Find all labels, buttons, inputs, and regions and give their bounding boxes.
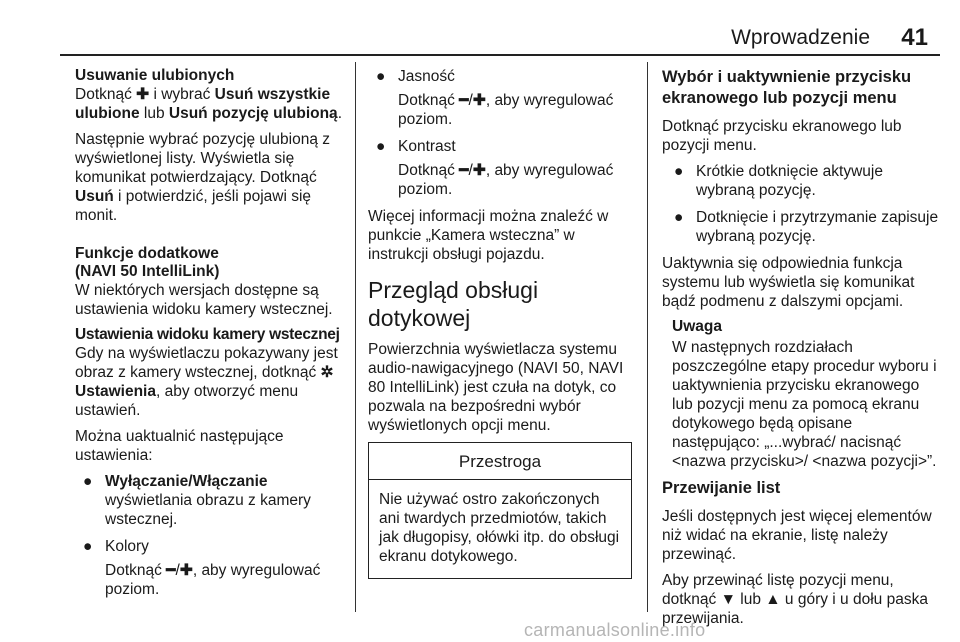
selection-heading: Wybór i uaktywnienie przycisku ekranowego lub pozycji menu <box>662 68 912 107</box>
camera-paragraph: Gdy na wyświetlaczu pokazywany jest obraz z kamery wstecznej, dotknąć ✲Ustawienia, aby otworzyć menu ustawień. <box>75 345 338 419</box>
fav-heading: Usuwanie ulubionych <box>75 67 235 84</box>
selection-list <box>662 162 942 246</box>
watermark: carmanualsonline.info <box>524 620 706 640</box>
minus-icon: ━ <box>459 162 469 179</box>
bullet: ● <box>83 538 93 555</box>
section-paragraph: Powierzchnia wyświetlacza systemu audio-nawigacyjnego (NAVI 50, NAVI 80 IntelliLink) jest czuła na dotyk, co pozwala na bezpośredni wybór wyświetlonych opcji menu. <box>368 341 624 434</box>
camera-paragraph-2: Można uaktualnić następujące ustawienia: <box>75 428 284 464</box>
section-heading: Przegląd obsługi dotykowej <box>368 277 539 331</box>
more-info-paragraph: Więcej informacji można znaleźć w punkcie „Kamera wsteczna” w instrukcji obsługi pojazdu. <box>368 208 609 263</box>
extra-heading-sub: (NAVI 50 IntelliLink) <box>75 263 220 280</box>
column-divider <box>355 62 356 612</box>
plus-icon: ✚ <box>136 86 150 103</box>
extra-paragraph: W niektórych wersjach dostępne są ustawienia widoku kamery wstecznej. <box>75 282 333 318</box>
settings-list <box>75 472 347 599</box>
arrow-down-icon: ▼ <box>720 591 736 608</box>
note-box <box>662 318 942 471</box>
page-number: 41 <box>901 24 928 51</box>
bullet: ● <box>376 138 386 155</box>
settings-list-cont <box>368 67 638 199</box>
menu-option: Usuń <box>75 188 114 205</box>
column-left <box>75 67 347 607</box>
page-header <box>60 16 940 56</box>
camera-heading: Ustawienia widoku kamery wstecznej <box>75 326 340 343</box>
list-item: ● Jasność Dotknąć ━/✚, aby wyregulować poziom. <box>376 68 614 128</box>
caution-body: Nie używać ostro zakończonych ani twardych przedmiotów, takich jak długopisy, ołówki itp. do obsługi ekranu dotykowego. <box>379 491 620 565</box>
list-item: ● Wyłączanie/Włączanie wyświetlania obrazu z kamery wstecznej. <box>83 473 311 528</box>
menu-option: Usuń pozycję ulubioną <box>168 105 338 122</box>
bullet: ● <box>674 163 684 180</box>
fav-paragraph-1: Dotknąć ✚ i wybrać Usuń wszystkie ulubione lub Usuń pozycję ulubioną. <box>75 86 342 122</box>
minus-icon: ━ <box>459 92 469 109</box>
list-item: ● Dotknięcie i przytrzymanie zapisuje wybraną pozycję. <box>674 209 939 245</box>
scroll-paragraph-1: Jeśli dostępnych jest więcej elementów niż widać na ekranie, listę należy przewinąć. <box>662 508 932 563</box>
bullet: ● <box>83 473 93 490</box>
menu-option: Usuń wszystkie ulubione <box>75 86 331 122</box>
note-title: Uwaga <box>672 318 722 335</box>
selection-paragraph: Dotknąć przycisku ekranowego lub pozycji menu. <box>662 118 902 154</box>
plus-icon: ✚ <box>179 562 193 579</box>
list-item: ● Kontrast Dotknąć ━/✚, aby wyregulować poziom. <box>376 138 614 198</box>
list-item: ● Kolory Dotknąć ━/✚, aby wyregulować poziom. <box>83 538 321 598</box>
minus-icon: ━ <box>166 562 176 579</box>
arrow-up-icon: ▲ <box>765 591 781 608</box>
fav-paragraph-2: Następnie wybrać pozycję ulubioną z wyświetlonej listy. Wyświetla się komunikat potwierdzający. Dotknąć Usuń i potwierdzić, jeśli pojawi się monit. <box>75 131 331 224</box>
plus-icon: ✚ <box>472 162 486 179</box>
column-middle <box>368 67 638 579</box>
caution-title: Przestroga <box>369 443 631 480</box>
header-title: Wprowadzenie <box>731 26 870 49</box>
list-item: ● Krótkie dotknięcie aktywuje wybraną pozycję. <box>674 163 883 199</box>
column-right <box>662 67 942 635</box>
gear-icon: ✲ <box>320 364 334 381</box>
selection-paragraph-2: Uaktywnia się odpowiednia funkcja systemu lub wyświetla się komunikat bądź podmenu z dalszymi opcjami. <box>662 255 915 310</box>
bullet: ● <box>376 68 386 85</box>
scroll-heading: Przewijanie list <box>662 479 781 497</box>
bullet: ● <box>674 209 684 226</box>
note-body: W następnych rozdziałach poszczególne etapy procedur wyboru i uaktywnienia przycisku ekranowego lub pozycji menu za pomocą ekranu dotykowego będą opisane następująco: „...wybrać/ nacisnąć <nazwa przycisku>/ <nazwa pozycji>”. <box>672 339 937 470</box>
extra-heading: Funkcje dodatkowe <box>75 245 219 262</box>
plus-icon: ✚ <box>472 92 486 109</box>
caution-box <box>368 442 632 579</box>
scroll-paragraph-2: Aby przewinąć listę pozycji menu, dotknąć ▼ lub ▲ u góry i u dołu paska przewijania. <box>662 572 928 627</box>
column-divider <box>647 62 648 612</box>
menu-option: Ustawienia <box>75 383 156 400</box>
